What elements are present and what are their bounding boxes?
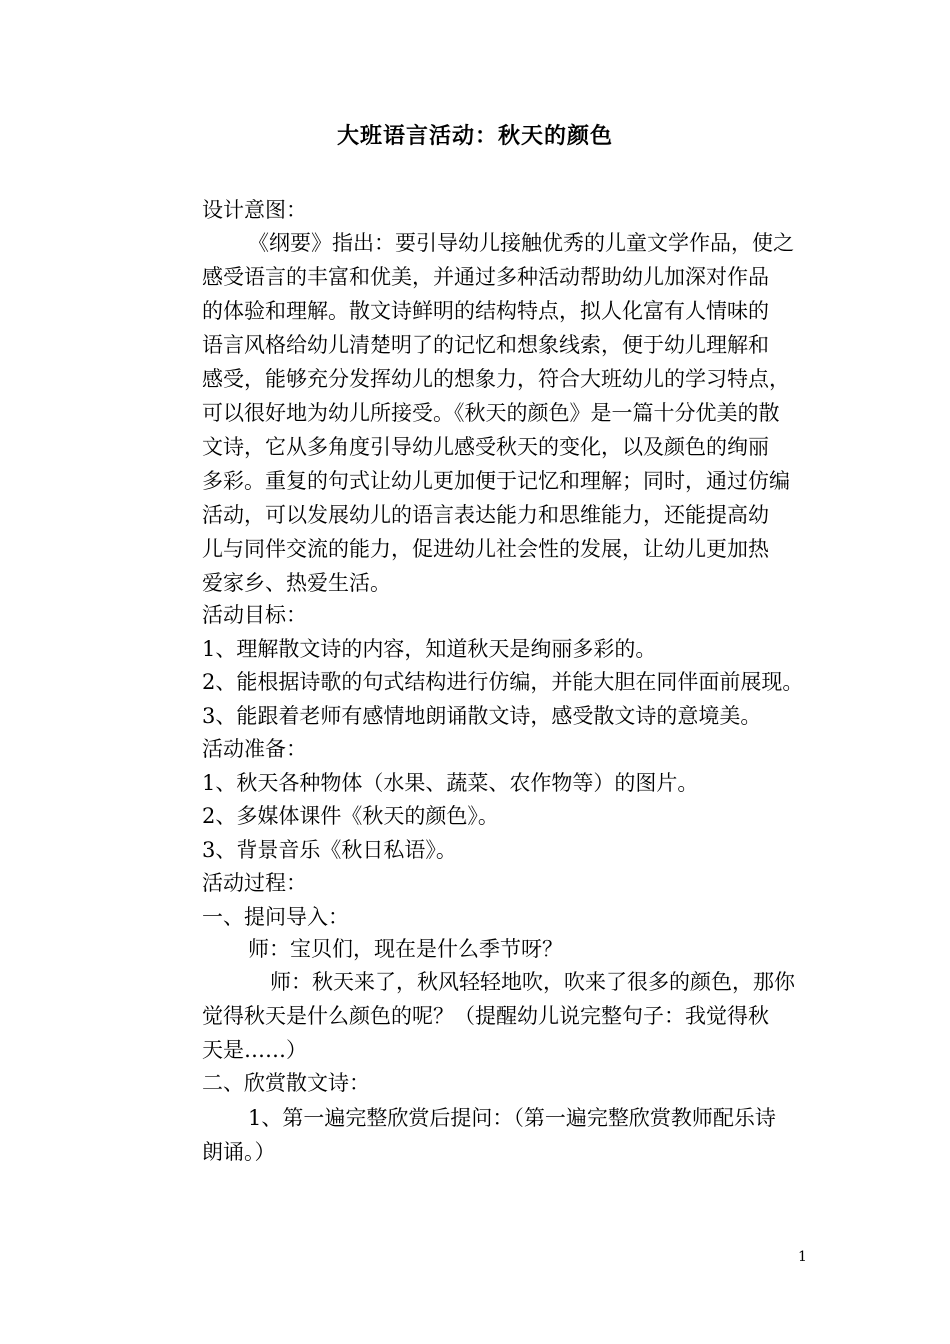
section-heading-goals: 活动目标： — [202, 603, 307, 627]
page-number: 1 — [798, 1249, 807, 1265]
dialogue-line: 觉得秋天是什么颜色的呢？（提醒幼儿说完整句子：我觉得秋 — [202, 1004, 769, 1028]
paragraph-line: 多彩。重复的句式让幼儿更加便于记忆和理解；同时，通过仿编 — [202, 469, 790, 493]
paragraph-line: 感受，能够充分发挥幼儿的想象力，符合大班幼儿的学习特点， — [202, 367, 790, 391]
section-heading-design-intent: 设计意图： — [202, 198, 307, 222]
paragraph-line: 爱家乡、热爱生活。 — [202, 571, 391, 595]
section-heading-preparation: 活动准备： — [202, 737, 307, 761]
paragraph-line: 可以很好地为幼儿所接受。《秋天的颜色》是一篇十分优美的散 — [202, 401, 780, 425]
section-heading-process: 活动过程： — [202, 871, 307, 895]
goal-item: 1、理解散文诗的内容，知道秋天是绚丽多彩的。 — [202, 637, 657, 661]
paragraph-line: 感受语言的丰富和优美，并通过多种活动帮助幼儿加深对作品 — [202, 265, 769, 289]
goal-item: 3、能跟着老师有感情地朗诵散文诗，感受散文诗的意境美。 — [202, 704, 762, 728]
paragraph-line: 朗诵。） — [202, 1140, 276, 1164]
paragraph-line: 《纲要》指出：要引导幼儿接触优秀的儿童文学作品，使之 — [248, 231, 794, 255]
dialogue-line: 师：宝贝们，现在是什么季节呀？ — [248, 937, 563, 961]
paragraph-line: 的体验和理解。散文诗鲜明的结构特点，拟人化富有人情味的 — [202, 299, 769, 323]
document-title: 大班语言活动：秋天的颜色 — [336, 123, 613, 149]
dialogue-line: 师：秋天来了，秋风轻轻地吹，吹来了很多的颜色，那你 — [270, 970, 795, 994]
preparation-item: 2、多媒体课件《秋天的颜色》。 — [202, 804, 499, 828]
process-step-heading: 二、欣赏散文诗： — [202, 1071, 370, 1095]
dialogue-line: 天是……） — [202, 1038, 307, 1062]
paragraph-line: 儿与同伴交流的能力，促进幼儿社会性的发展，让幼儿更加热 — [202, 537, 769, 561]
preparation-item: 3、背景音乐《秋日私语》。 — [202, 838, 457, 862]
paragraph-line: 语言风格给幼儿清楚明了的记忆和想象线索，便于幼儿理解和 — [202, 333, 769, 357]
paragraph-line: 文诗，它从多角度引导幼儿感受秋天的变化，以及颜色的绚丽 — [202, 435, 769, 459]
process-step-heading: 一、提问导入： — [202, 905, 349, 929]
preparation-item: 1、秋天各种物体（水果、蔬菜、农作物等）的图片。 — [202, 771, 699, 795]
paragraph-line: 1、第一遍完整欣赏后提问：（第一遍完整欣赏教师配乐诗 — [248, 1106, 776, 1130]
goal-item: 2、能根据诗歌的句式结构进行仿编，并能大胆在同伴面前展现。 — [202, 670, 804, 694]
paragraph-line: 活动，可以发展幼儿的语言表达能力和思维能力，还能提高幼 — [202, 503, 769, 527]
